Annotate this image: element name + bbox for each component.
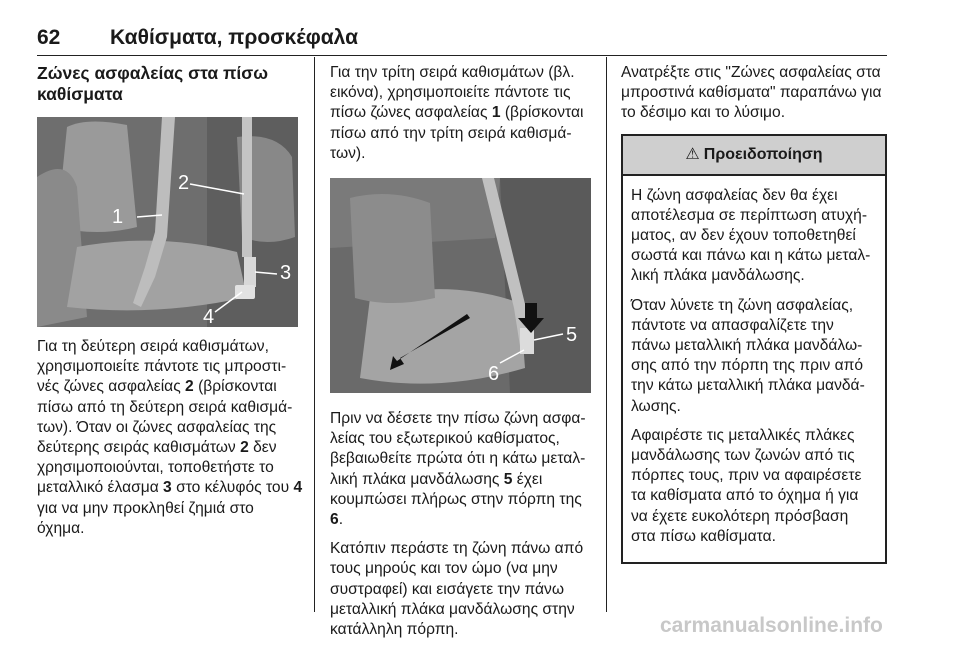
warning-paragraph-3: Αφαιρέστε τις μεταλλικές πλάκες μανδάλωσης των ζωνών από τις πόρπες τους, πριν να αφαιρέσετε τα καθίσματα από το όχημα ή για να έχετε ευκολότερη πρόσβαση στα πίσω καθίσματα.	[631, 426, 862, 545]
warning-paragraph-2: Όταν λύνετε τη ζώνη ασφαλείας, πάντοτε να απασφαλίζετε την πάνω μεταλλική πλάκα μανδάλωσης από την πόρπη της πριν από την κάτω μεταλλική πλάκα μανδάλωσης.	[631, 296, 865, 415]
paragraph-third-row: Για την τρίτη σειρά καθισμάτων (βλ. εικόνα), χρησιμοποιείτε πάντοτε τις πίσω ζώνες ασφαλείας 1 (βρίσκονται πίσω από την τρίτη σειρά καθισμάτων).	[330, 64, 584, 162]
column-1	[37, 63, 303, 548]
callout-4: 4	[203, 306, 215, 327]
figure-second-row-belts	[37, 117, 298, 327]
warning-paragraph-1: Η ζώνη ασφαλείας δεν θα έχει αποτέλεσμα σε περίπτωση ατυχήματος, αν δεν έχουν τοποθετηθεί σωστά και πάνω και η κάτω μεταλλική πλάκα μανδάλωσης.	[631, 186, 871, 285]
column-divider-1	[314, 57, 315, 612]
watermark: carmanualsonline.info	[660, 614, 883, 637]
warning-box	[621, 134, 887, 564]
column-2	[330, 63, 596, 649]
paragraph-second-row: Για τη δεύτερη σειρά καθισμάτων, χρησιμοποιείτε πάντοτε τις μπροστινές ζώνες ασφαλείας 2 (βρίσκονται πίσω από τη δεύτερη σειρά καθισμάτων). Όταν οι ζώνες ασφαλείας της δεύτερης σειράς καθισμάτων 2 δεν χρησιμοποιούνται, τοποθετήστε το μεταλλικό έλασμα 3 στο κέλυφός του 4 για να μην προκληθεί ζημιά στο όχημα.	[37, 338, 303, 537]
warning-title: Προειδοποίηση	[703, 145, 823, 163]
callout-1: 1	[112, 206, 124, 228]
callout-2: 2	[178, 172, 190, 194]
header-rule	[37, 55, 887, 56]
figure-third-row-belt	[330, 178, 591, 393]
paragraph-buckle-check: Πριν να δέσετε την πίσω ζώνη ασφαλείας του εξωτερικού καθίσματος, βεβαιωθείτε πρώτα ότι η κάτω μεταλλική πλάκα μανδάλωσης 5 έχει κουμπώσει πλήρως στην πόρπη της 6.	[330, 410, 586, 529]
callout-3: 3	[280, 262, 292, 284]
page-header	[37, 26, 887, 56]
section-title: Ζώνες ασφαλείας στα πίσω καθίσματα	[37, 63, 269, 104]
callout-6: 6	[488, 363, 500, 386]
warning-header	[623, 136, 885, 176]
warning-body	[623, 176, 885, 562]
chapter-title: Καθίσματα, προσκέφαλα	[110, 26, 358, 49]
warning-triangle-icon: ⚠	[685, 145, 700, 163]
paragraph-routing: Κατόπιν περάστε τη ζώνη πάνω από τους μηρούς και τον ώμο (να μην συστραφεί) και εισάγετε την πάνω μεταλλική πλάκα μανδάλωσης στην κατάλληλη πόρπη.	[330, 540, 584, 639]
page-number: 62	[37, 26, 61, 49]
column-3	[621, 63, 887, 564]
callout-5: 5	[566, 324, 578, 347]
paragraph-reference: Ανατρέξτε στις "Ζώνες ασφαλείας στα μπροστινά καθίσματα" παραπάνω για το δέσιμο και το λύσιμο.	[621, 64, 882, 122]
column-divider-2	[606, 57, 607, 612]
